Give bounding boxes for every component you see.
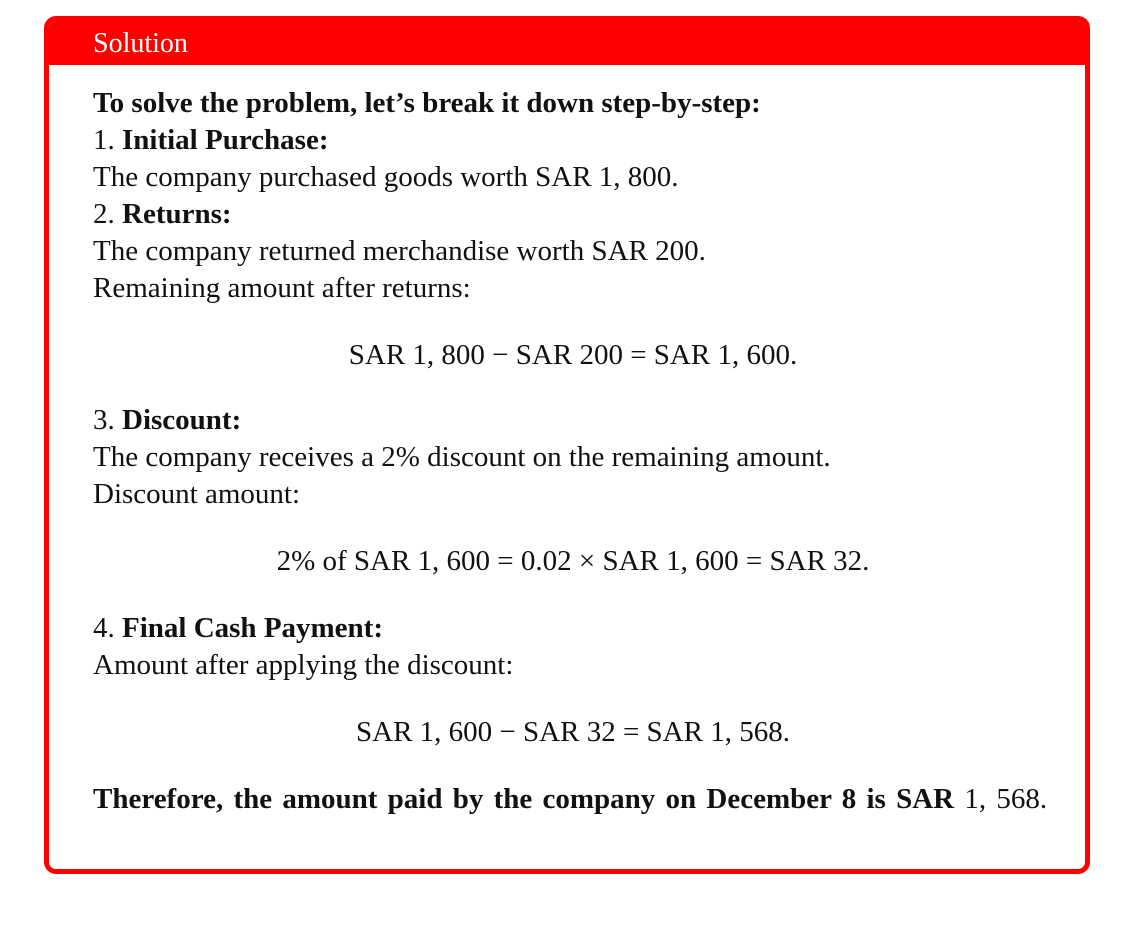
conclusion-bold: Therefore, the amount paid by the company on December 8 is SAR xyxy=(93,783,955,815)
step-2-number: 2. xyxy=(93,198,115,230)
intro-text: To solve the problem, let’s break it down step-by-step: xyxy=(93,87,761,119)
conclusion-value: 1, 568. xyxy=(964,783,1048,815)
step-4-title: Final Cash Payment: xyxy=(122,612,383,644)
step-1-title: Initial Purchase: xyxy=(122,124,329,156)
step-2-line-2: Remaining amount after returns: xyxy=(93,272,471,304)
step-3-line-1: The company receives a 2% discount on the remaining amount. xyxy=(93,441,831,473)
solution-box xyxy=(44,16,1090,874)
step-2-line-1: The company returned merchandise worth SAR 200. xyxy=(93,235,706,267)
step-3-equation: 2% of SAR 1, 600 = 0.02 × SAR 1, 600 = SAR 32. xyxy=(276,545,870,577)
step-4-line-1: Amount after applying the discount: xyxy=(93,649,514,681)
step-4-equation: SAR 1, 600 − SAR 32 = SAR 1, 568. xyxy=(356,716,790,748)
step-2-title: Returns: xyxy=(122,198,232,230)
step-3-heading xyxy=(93,402,1053,439)
step-2-heading xyxy=(93,196,1053,233)
step-3-number: 3. xyxy=(93,404,115,436)
solution-title: Solution xyxy=(93,28,188,59)
step-1-heading xyxy=(93,122,1053,159)
solution-content xyxy=(93,85,1053,818)
step-4-number: 4. xyxy=(93,612,115,644)
conclusion-text xyxy=(93,781,1053,818)
step-3-line-2: Discount amount: xyxy=(93,478,301,510)
step-1-number: 1. xyxy=(93,124,115,156)
solution-header xyxy=(49,21,1085,65)
step-4-heading xyxy=(93,610,1053,647)
step-2-equation: SAR 1, 800 − SAR 200 = SAR 1, 600. xyxy=(348,339,798,371)
step-3-title: Discount: xyxy=(122,404,242,436)
step-1-line-1: The company purchased goods worth SAR 1, 800. xyxy=(93,161,679,193)
